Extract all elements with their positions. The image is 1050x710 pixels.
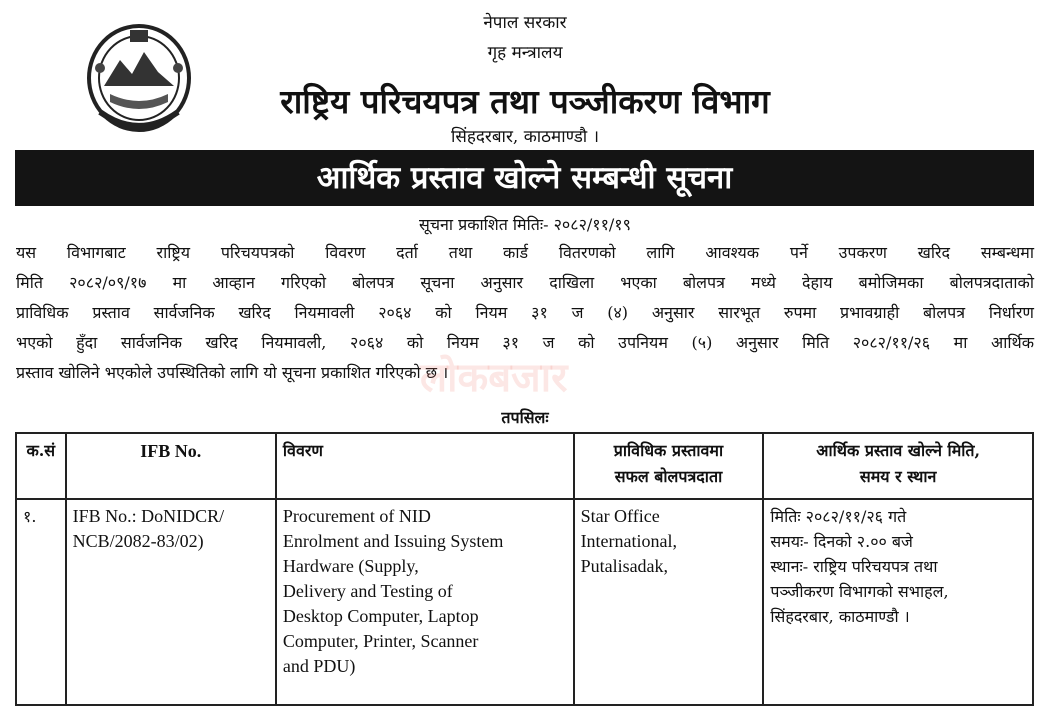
header-opening-line-2: समय र स्थान <box>859 467 937 486</box>
table-header-row <box>16 433 1033 499</box>
table-caption: तपसिलः <box>501 408 549 427</box>
description-line: Desktop Computer, Laptop <box>282 606 479 626</box>
header-serial: क.सं <box>16 433 66 499</box>
header-description: विवरण <box>276 433 574 499</box>
header-bidder-line-1: प्राविधिक प्रस्तावमा <box>613 441 724 460</box>
details-table <box>15 432 1034 706</box>
body-line: मिति २०८२/०९/१७ मा आव्हान गरिएको बोलपत्र सूचना अनुसार दाखिला भएका बोलपत्र मध्ये देहाय बमोजिमका बोलपत्रदाताको <box>16 273 1034 292</box>
ifb-line: NCB/2082-83/02) <box>72 531 204 551</box>
publication-date-label: सूचना प्रकाशित मितिः- <box>419 215 549 234</box>
ministry-name: गृह मन्त्रालय <box>487 43 563 63</box>
body-line: प्रस्ताव खोलिने भएकोले उपस्थितिको लागि यो सूचना प्रकाशित गरिएको छ । <box>16 363 449 382</box>
opening-line: स्थानः- राष्ट्रिय परिचयपत्र तथा <box>770 557 938 576</box>
notice-body <box>16 238 1034 388</box>
notice-title-banner: आर्थिक प्रस्ताव खोल्ने सम्बन्धी सूचना <box>15 150 1034 206</box>
bidder-line: Putalisadak, <box>580 556 669 576</box>
publication-date-value: २०८२/११/१९ <box>553 215 631 234</box>
table-row <box>16 499 1033 705</box>
government-name: नेपाल सरकार <box>483 13 567 33</box>
body-line: प्राविधिक प्रस्ताव सार्वजनिक खरिद नियमावली २०६४ को नियम ३१ ज (४) अनुसार सारभूत रुपमा प्रभावग्राही बोलपत्र निर्धारण <box>16 303 1034 322</box>
row-serial: १. <box>16 499 66 705</box>
bidder-line: International, <box>580 531 678 551</box>
opening-line: पञ्जीकरण विभागको सभाहल, <box>770 582 949 601</box>
body-line: यस विभागबाट राष्ट्रिय परिचयपत्रको विवरण दर्ता तथा कार्ड वितरणको लागि आवश्यक पर्ने उपकरण खरिद सम्बन्धमा <box>16 243 1034 262</box>
publication-date <box>0 213 1050 235</box>
description-line: Procurement of NID <box>282 506 431 526</box>
bidder-line: Star Office <box>580 506 660 526</box>
header-bidder-line-2: सफल बोलपत्रदाता <box>614 467 723 486</box>
description-line: and PDU) <box>282 656 356 676</box>
header-opening-details <box>763 433 1033 499</box>
description-line: Computer, Printer, Scanner <box>282 631 479 651</box>
ifb-line: IFB No.: DoNIDCR/ <box>72 506 225 526</box>
site-watermark: लोकबजार <box>420 355 568 401</box>
row-successful-bidder <box>574 499 764 705</box>
header-ifb-no: IFB No. <box>66 433 276 499</box>
row-opening-details <box>763 499 1033 705</box>
notice-header <box>0 0 1050 148</box>
opening-line: मितिः २०८२/११/२६ गते <box>770 507 907 526</box>
department-address: सिंहदरबार, काठमाण्डौ । <box>450 127 600 147</box>
header-successful-bidder <box>574 433 764 499</box>
row-ifb-no <box>66 499 276 705</box>
description-line: Enrolment and Issuing System <box>282 531 504 551</box>
opening-line: सिंहदरबार, काठमाण्डौ । <box>770 607 910 626</box>
description-line: Hardware (Supply, <box>282 556 419 576</box>
department-name: राष्ट्रिय परिचयपत्र तथा पञ्जीकरण विभाग <box>280 82 770 121</box>
row-description <box>276 499 574 705</box>
opening-line: समयः- दिनको २.०० बजे <box>770 532 913 551</box>
body-line: भएको हुँदा सार्वजनिक खरिद नियमावली, २०६४ को नियम ३१ ज को उपनियम (५) अनुसार मिति २०८२/११/२६ मा आर्थिक <box>16 333 1034 352</box>
description-line: Delivery and Testing of <box>282 581 453 601</box>
header-opening-line-1: आर्थिक प्रस्ताव खोल्ने मिति, <box>816 441 981 460</box>
